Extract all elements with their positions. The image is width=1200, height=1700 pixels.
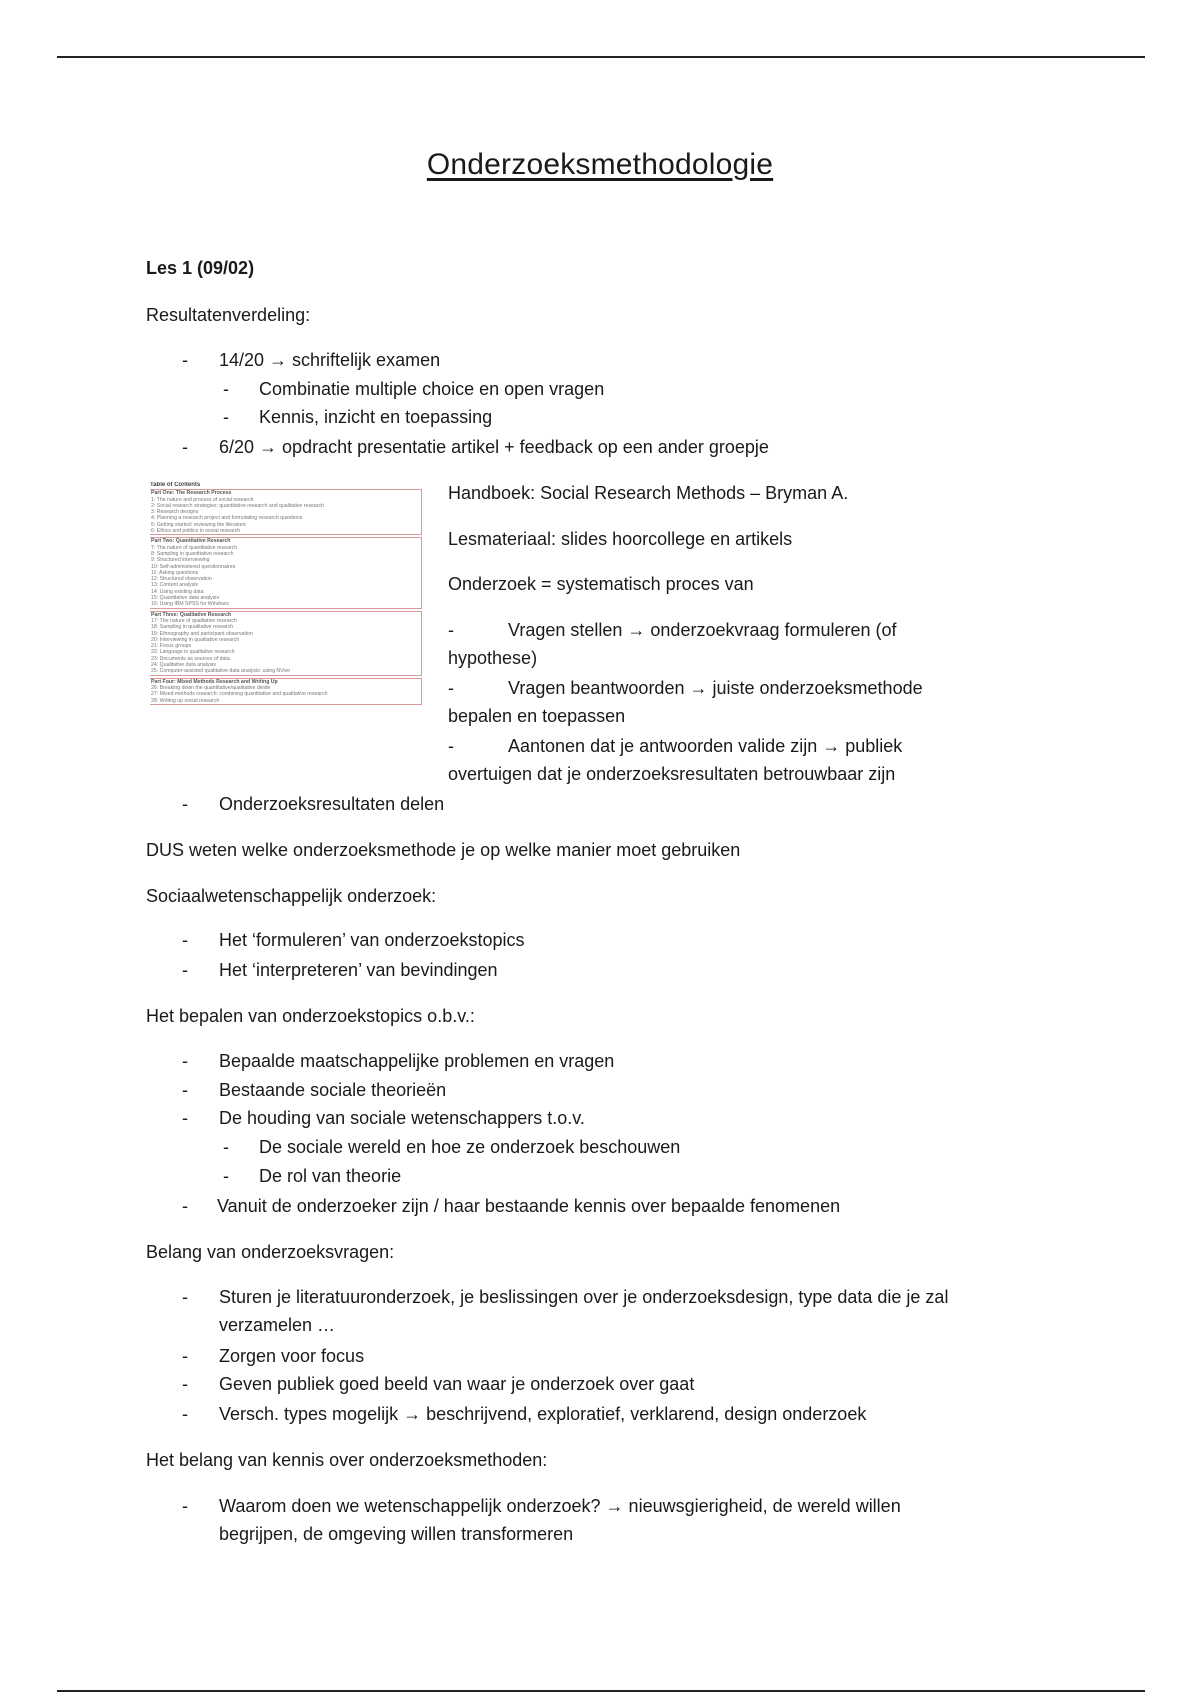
lesson-heading: Les 1 (09/02) [146,258,255,278]
toc-entry: 6: Ethics and politics in social research [151,528,241,535]
list-item: Vragen beantwoorden → juiste onderzoeksmethode [508,678,923,698]
list-item: Bepaalde maatschappelijke problemen en vragen [219,1051,615,1071]
list-item: Vanuit de onderzoeker zijn / haar bestaande kennis over bepaalde fenomenen [217,1196,841,1216]
bullet-dash: - [182,1051,188,1071]
toc-entry: 1: The nature and process of social research [151,496,254,503]
bullet-dash: - [182,1496,188,1516]
bullet-dash: - [448,736,454,756]
list-item: Geven publiek goed beeld van waar je onderzoek over gaat [219,1374,695,1394]
toc-entry: 13: Content analysis [151,582,199,589]
bullet-dash: - [182,960,188,980]
toc-entry: 27: Mixed methods research: combining quantitative and qualitative research [151,691,328,698]
page-title: Onderzoeksmethodologie [426,148,774,181]
toc-part [150,611,422,676]
toc-entry: 19: Ethnography and participant observation [151,630,253,637]
toc-entry: 3: Research designs [151,509,199,516]
list-item: De houding van sociale wetenschappers t.o.v. [219,1108,585,1128]
list-item: Onderzoeksresultaten delen [219,794,445,814]
bullet-dash: - [182,437,188,457]
toc-entry: 22: Language in qualitative research [151,649,235,656]
bullet-dash: - [448,678,454,698]
list-item: Zorgen voor focus [219,1346,365,1366]
list-item: Bestaande sociale theorieën [219,1080,447,1100]
list-item: De rol van theorie [259,1166,402,1186]
toc-entry: 7: The nature of quantitative research [151,544,238,551]
toc-entry: 23: Documents as sources of data [151,655,230,662]
section-heading: Het bepalen van onderzoekstopics o.b.v.: [146,1006,475,1026]
list-item: De sociale wereld en hoe ze onderzoek beschouwen [259,1137,681,1157]
list-item: Vragen stellen → onderzoekvraag formuleren (of [508,620,897,640]
top-rule [57,56,1145,58]
handbook-line: Handboek: Social Research Methods – Bryman A. [448,483,849,503]
section-heading: Het belang van kennis over onderzoeksmethoden: [146,1450,548,1470]
toc-entry: 11: Asking questions [151,569,199,576]
toc-title: Table of Contents [150,482,201,488]
toc-entry: 8: Sampling in quantitative research [151,550,234,557]
toc-part-title: Part Two: Quantitative Research [151,538,231,545]
toc-entry: 14: Using existing data [151,588,204,595]
bullet-dash: - [182,1196,188,1216]
list-item-continuation: hypothese) [448,648,538,668]
paragraph: DUS weten welke onderzoeksmethode je op welke manier moet gebruiken [146,840,741,860]
bullet-dash: - [182,1108,188,1128]
list-item: Het ‘formuleren’ van onderzoekstopics [219,930,525,950]
list-item-continuation: verzamelen … [219,1315,336,1335]
toc-entry: 16: Using IBM SPSS for Windows [151,601,229,608]
toc-entry: 12: Structured observation [151,576,212,583]
toc-entry: 26: Breaking down the quantitative/qualitative divide [151,684,271,691]
toc-part-title: Part One: The Research Process [151,490,232,497]
toc-entry: 20: Interviewing in qualitative research [151,636,240,643]
list-item: Kennis, inzicht en toepassing [259,407,493,427]
table-of-contents-image [150,482,422,770]
list-item: 6/20 → opdracht presentatie artikel + feedback op een ander groepje [219,437,769,457]
bottom-rule [57,1690,1145,1692]
bullet-dash: - [182,1374,188,1394]
toc-entry: 10: Self-administered questionnaires [151,563,236,570]
section-heading: Sociaalwetenschappelijk onderzoek: [146,886,437,906]
toc-entry: 5: Getting started: reviewing the literature [151,521,246,528]
list-item: Versch. types mogelijk → beschrijvend, exploratief, verklarend, design onderzoek [219,1404,867,1424]
toc-part [150,537,422,608]
toc-part [150,489,422,535]
toc-entry: 2: Social research strategies: quantitative research and qualitative research [151,502,325,509]
bullet-dash: - [223,1166,229,1186]
bullet-dash: - [182,930,188,950]
list-item: Combinatie multiple choice en open vragen [259,379,605,399]
bullet-dash: - [223,1137,229,1157]
bullet-dash: - [223,407,229,427]
toc-entry: 21: Focus groups [151,643,192,650]
list-item: Waarom doen we wetenschappelijk onderzoek? → nieuwsgierigheid, de wereld willen [219,1496,901,1516]
bullet-dash: - [223,379,229,399]
toc-entry: 4: Planning a research project and formulating research questions [151,515,303,522]
toc-entry: 15: Quantitative data analysis [151,595,220,602]
section-heading: Resultatenverdeling: [146,305,311,325]
list-item-continuation: overtuigen dat je onderzoeksresultaten betrouwbaar zijn [448,764,896,784]
toc-entry: 18: Sampling in qualitative research [151,624,234,631]
toc-entry: 28: Writing up social research [151,697,220,704]
toc-part-title: Part Four: Mixed Methods Research and Writing Up [151,678,278,685]
bullet-dash: - [182,350,188,370]
research-definition: Onderzoek = systematisch proces van [448,574,754,594]
section-heading: Belang van onderzoeksvragen: [146,1242,395,1262]
list-item-continuation: begrijpen, de omgeving willen transformeren [219,1524,574,1544]
toc-entry: 17: The nature of qualitative research [151,617,237,624]
toc-entry: 9: Structured interviewing [151,557,210,564]
list-item: Aantonen dat je antwoorden valide zijn → publiek [508,736,903,756]
list-item: Sturen je literatuuronderzoek, je beslissingen over je onderzoeksdesign, type data die je zal [219,1287,949,1307]
list-item: Het ‘interpreteren’ van bevindingen [219,960,498,980]
course-material-line: Lesmateriaal: slides hoorcollege en artikels [448,529,793,549]
toc-entry: 25: Computer-assisted qualitative data analysis: using NVivo [151,668,291,675]
bullet-dash: - [448,620,454,640]
bullet-dash: - [182,1080,188,1100]
bullet-dash: - [182,794,188,814]
bullet-dash: - [182,1404,188,1424]
bullet-dash: - [182,1287,188,1307]
toc-part-title: Part Three: Qualitative Research [151,611,232,618]
bullet-dash: - [182,1346,188,1366]
toc-entry: 24: Qualitative data analysis [151,662,216,669]
list-item: 14/20 → schriftelijk examen [219,350,441,370]
list-item-continuation: bepalen en toepassen [448,706,626,726]
toc-part [150,678,422,705]
